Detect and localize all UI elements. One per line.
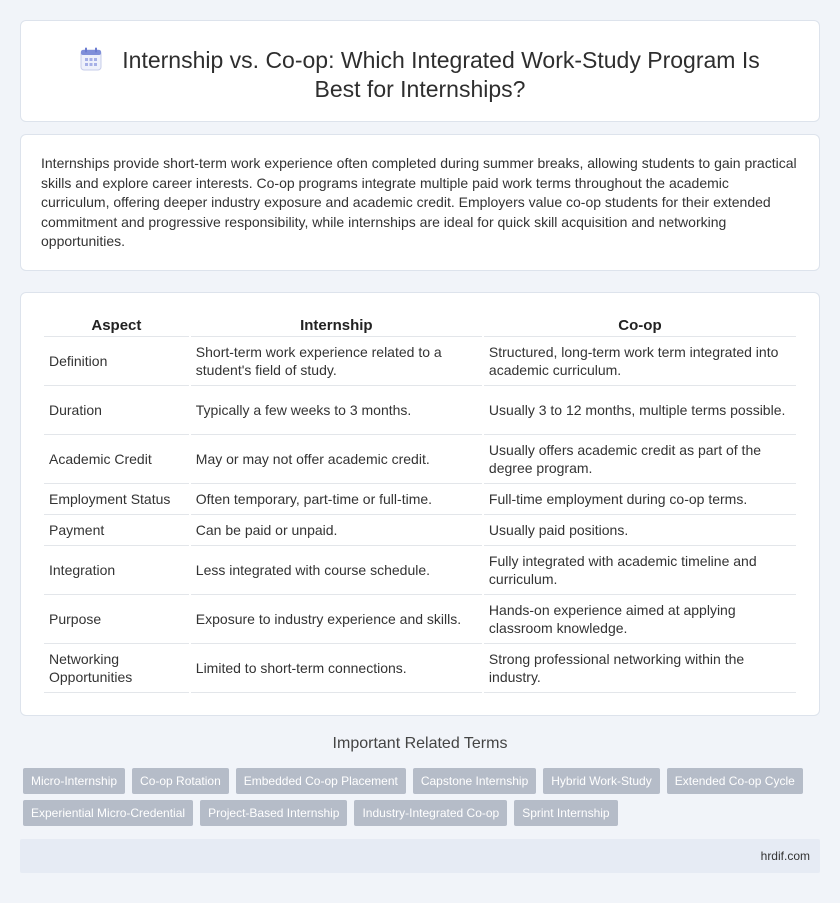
related-term-tag[interactable]: Industry-Integrated Co-op <box>354 800 507 826</box>
table-row <box>44 644 796 693</box>
cell-aspect: Definition <box>44 337 189 386</box>
cell-internship: May or may not offer academic credit. <box>191 435 482 484</box>
related-term-tag[interactable]: Co-op Rotation <box>132 768 229 794</box>
related-term-tag[interactable]: Sprint Internship <box>514 800 617 826</box>
calendar-icon <box>80 47 102 71</box>
cell-internship: Often temporary, part-time or full-time. <box>191 484 482 515</box>
page-title: Internship vs. Co-op: Which Integrated Work-Study Program Is Best for Internships? <box>122 47 760 102</box>
cell-aspect: Duration <box>44 386 189 435</box>
table-row <box>44 386 796 435</box>
cell-coop: Usually 3 to 12 months, multiple terms possible. <box>484 386 796 435</box>
cell-aspect: Networking Opportunities <box>44 644 189 693</box>
cell-aspect: Payment <box>44 515 189 546</box>
table-row <box>44 435 796 484</box>
cell-internship: Limited to short-term connections. <box>191 644 482 693</box>
related-term-tag[interactable]: Extended Co-op Cycle <box>667 768 803 794</box>
table-row <box>44 546 796 595</box>
related-term-tag[interactable]: Embedded Co-op Placement <box>236 768 406 794</box>
table-row <box>44 515 796 546</box>
page-title-wrap <box>21 46 819 104</box>
table-row <box>44 337 796 386</box>
footer-site-link[interactable]: hrdif.com <box>760 849 810 863</box>
cell-aspect: Purpose <box>44 595 189 644</box>
cell-coop: Full-time employment during co-op terms. <box>484 484 796 515</box>
cell-coop: Structured, long-term work term integrated into academic curriculum. <box>484 337 796 386</box>
related-term-tag[interactable]: Micro-Internship <box>23 768 125 794</box>
cell-internship: Can be paid or unpaid. <box>191 515 482 546</box>
related-term-tag[interactable]: Capstone Internship <box>413 768 536 794</box>
cell-coop: Strong professional networking within the industry. <box>484 644 796 693</box>
cell-aspect: Employment Status <box>44 484 189 515</box>
cell-aspect: Academic Credit <box>44 435 189 484</box>
title-card <box>20 20 820 122</box>
table-row <box>44 484 796 515</box>
table-row <box>44 595 796 644</box>
comparison-card <box>20 292 820 716</box>
cell-aspect: Integration <box>44 546 189 595</box>
cell-coop: Usually paid positions. <box>484 515 796 546</box>
intro-card <box>20 134 820 271</box>
related-terms-list <box>23 768 803 826</box>
comparison-table <box>42 313 798 693</box>
cell-coop: Fully integrated with academic timeline and curriculum. <box>484 546 796 595</box>
related-term-tag[interactable]: Experiential Micro-Credential <box>23 800 193 826</box>
table-header-row <box>44 313 796 337</box>
related-term-tag[interactable]: Project-Based Internship <box>200 800 347 826</box>
cell-internship: Typically a few weeks to 3 months. <box>191 386 482 435</box>
cell-internship: Exposure to industry experience and skills. <box>191 595 482 644</box>
header-coop: Co-op <box>484 313 796 337</box>
footer <box>20 839 820 873</box>
intro-paragraph: Internships provide short-term work experience often completed during summer breaks, allowing students to gain practical skills and explore career interests. Co-op programs integrate multiple paid work terms throughout the academic curriculum, offering deeper industry exposure and academic credit. Employers value co-op students for their extended commitment and progressive responsibility, while internships are ideal for quick skill acquisition and networking opportunities. <box>41 155 797 250</box>
cell-coop: Hands-on experience aimed at applying classroom knowledge. <box>484 595 796 644</box>
related-terms-title: Important Related Terms <box>332 735 508 752</box>
cell-coop: Usually offers academic credit as part of the degree program. <box>484 435 796 484</box>
header-internship: Internship <box>191 313 482 337</box>
cell-internship: Less integrated with course schedule. <box>191 546 482 595</box>
header-aspect: Aspect <box>44 313 189 337</box>
related-term-tag[interactable]: Hybrid Work-Study <box>543 768 659 794</box>
cell-internship: Short-term work experience related to a student's field of study. <box>191 337 482 386</box>
